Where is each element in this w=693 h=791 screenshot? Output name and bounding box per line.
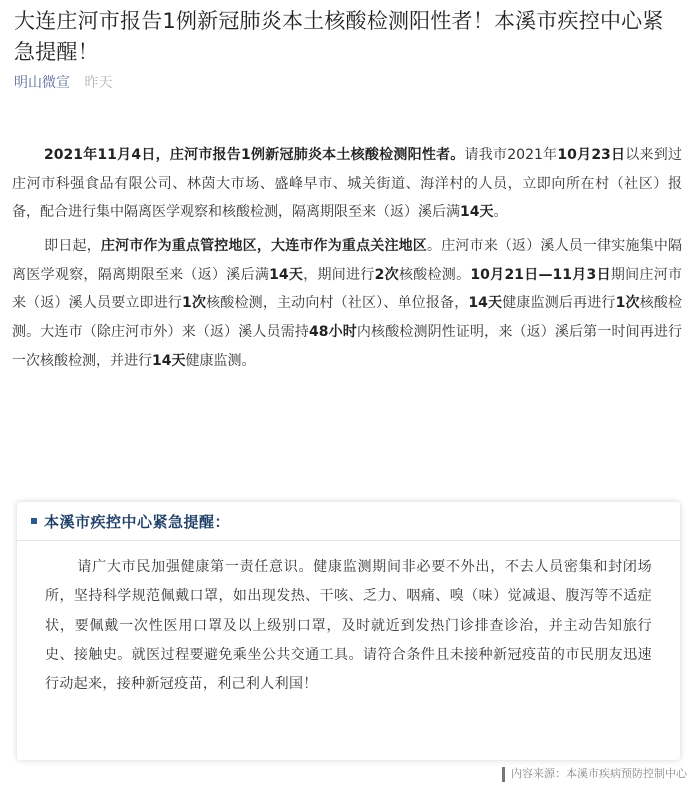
p2-bold-12: 14天 [468, 295, 503, 312]
p2-bold-18: 14天 [152, 352, 186, 369]
p2-text-17: 内核酸检测阴性证明，来（返）溪后第一时间再进行一次核酸检测，并进行 [12, 324, 683, 369]
p1-text-c: 。 [493, 204, 508, 221]
p2-text-15: 核酸检测。大连市（除庄河市外）来（返）溪人员需持 [12, 295, 683, 341]
p2-text-3: 。庄河市来（返）溪人员一律实施集中隔离医学观察，隔离期限至来（返）溪后满 [12, 238, 683, 283]
p2-bold-8: 10月21日—11月3日 [470, 266, 611, 283]
author-link[interactable]: 明山微宣 [14, 75, 70, 91]
p2-text-7: 核酸检测。 [398, 266, 471, 283]
square-bullet-icon [31, 518, 37, 524]
p1-bold-days: 14天 [460, 204, 494, 221]
reminder-text: 请广大市民加强健康第一责任意识。健康监测期间非必要不外出，不去人员密集和封闭场所，坚持科学规范佩戴口罩，如出现发热、干咳、乏力、咽痛、嗅（味）觉减退、腹泻等不适症状，要佩戴一次性医用口罩及以上级别口罩，及时就近到发热门诊排查诊治，并主动告知旅行史、接触史。就医过程要避免乘坐公共交通工具。请符合条件且未接种新冠疫苗的市民朋友迅速行动起来，接种新冠疫苗，利己利人利国！ [45, 559, 652, 693]
p1-bold-date: 2021年11月4日，庄河市报告1例新冠肺炎本土核酸检测阳性者。 [44, 147, 465, 163]
p2-bold-14: 1次 [615, 295, 640, 312]
p2-bold-4: 14天 [269, 266, 304, 283]
article-meta [14, 74, 112, 92]
p1-bold-since: 10月23日 [557, 147, 626, 163]
source-bar-icon [502, 767, 505, 782]
p2-bold-6: 2次 [374, 266, 399, 283]
publish-date: 昨天 [84, 75, 113, 91]
p2-bold-2: 庄河市作为重点管控地区，大连市作为重点关注地区 [100, 238, 427, 254]
p1-text-a: 请我市2021年 [464, 147, 558, 163]
reminder-header [17, 502, 680, 541]
p2-text-1: 即日起， [44, 238, 101, 254]
paragraph-1 [12, 141, 682, 227]
p2-text-9: 期间庄河市来（返）溪人员要立即进行 [12, 266, 683, 312]
p2-text-5: ，期间进行 [303, 266, 375, 283]
source-text: 内容来源：本溪市疾病预防控制中心 [511, 767, 687, 780]
p1-text-b: 以来到过庄河市科强食品有限公司、林茵大市场、盛峰早市、城关街道、海洋村的人员，立即向所在村（社区）报备，配合进行集中隔离医学观察和核酸检测，隔离期限至来（返）溪后满 [12, 147, 682, 221]
p2-text-19: 健康监测。 [185, 352, 256, 369]
reminder-title: 本溪市疾控中心紧急提醒： [44, 512, 231, 531]
article-title: 大连庄河市报告1例新冠肺炎本土核酸检测阳性者！本溪市疾控中心紧急提醒！ [14, 9, 664, 64]
p2-text-13: 健康监测后再进行 [502, 295, 616, 312]
p2-bold-16: 48小时 [308, 324, 357, 341]
reminder-body [17, 541, 680, 699]
content-source [502, 766, 687, 782]
paragraph-2 [12, 232, 682, 376]
reminder-box [17, 502, 680, 760]
p2-bold-10: 1次 [182, 295, 207, 312]
p2-text-11: 核酸检测，主动向村（社区）、单位报备， [206, 295, 469, 312]
